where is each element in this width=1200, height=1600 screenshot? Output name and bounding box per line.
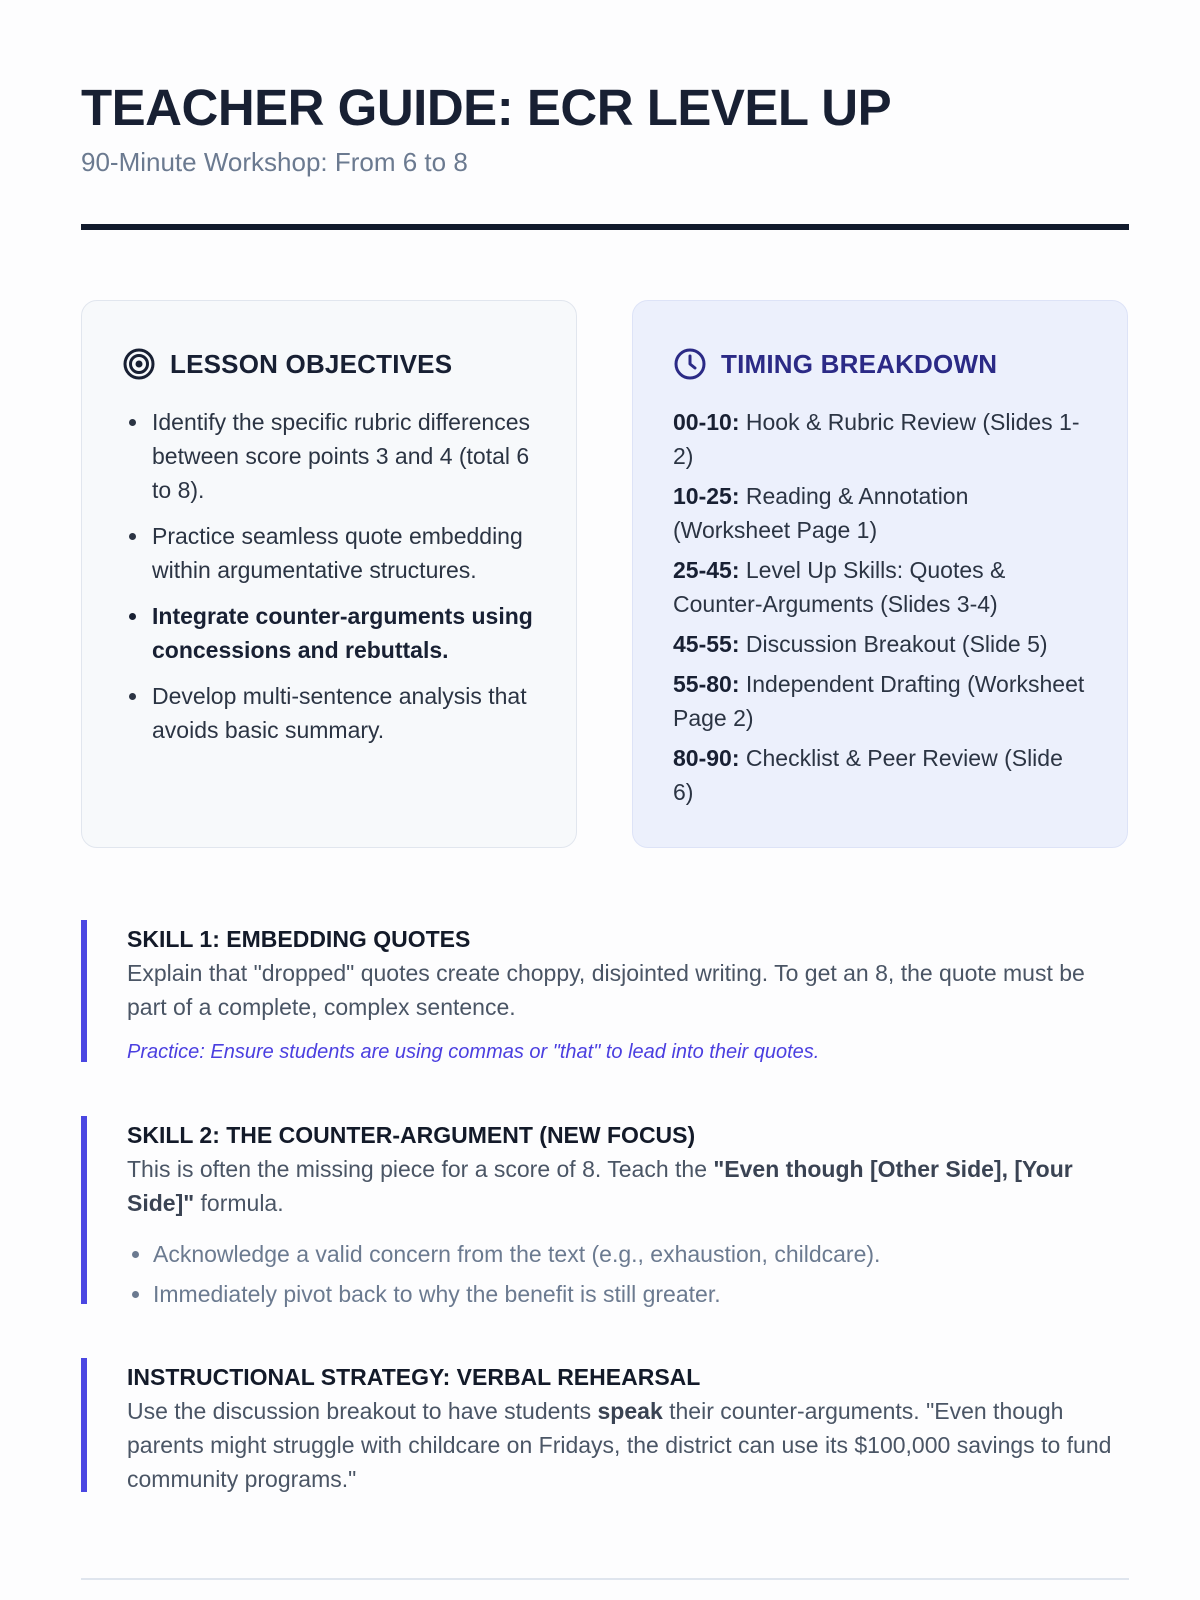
timing-range: 45-55: <box>673 631 740 657</box>
timing-item <box>673 627 1087 661</box>
skill-1-section <box>81 920 1129 1062</box>
strategy-emphasis: speak <box>597 1398 663 1424</box>
timing-item <box>673 479 1087 547</box>
strategy-title: INSTRUCTIONAL STRATEGY: VERBAL REHEARSAL <box>127 1364 701 1390</box>
timing-description: Reading & Annotation (Worksheet Page 1) <box>673 483 969 543</box>
objective-item: • Integrate counter-arguments using concessions and rebuttals. <box>150 599 536 667</box>
timing-description: Level Up Skills: Quotes & Counter-Arguments (Slides 3-4) <box>673 557 1006 617</box>
skill-2-body <box>127 1152 1129 1220</box>
skill-2-body-intro: This is often the missing piece for a score of 8. Teach the <box>127 1156 714 1182</box>
skill-2-body-end: formula. <box>194 1190 284 1216</box>
lesson-objectives-header <box>122 347 536 381</box>
skill-2-section <box>81 1116 1129 1307</box>
timing-description: Hook & Rubric Review (Slides 1-2) <box>673 409 1080 469</box>
timing-range: 10-25: <box>673 483 740 509</box>
page-title: TEACHER GUIDE: ECR LEVEL UP <box>81 79 892 136</box>
timing-description: Checklist & Peer Review (Slide 6) <box>673 745 1063 805</box>
objective-item: • Identify the specific rubric differences between score points 3 and 4 (total 6 to 8). <box>150 405 536 507</box>
skill-1-body: Explain that "dropped" quotes create choppy, disjointed writing. To get an 8, the quote must be part of a complete, complex sentence. <box>127 960 1085 1020</box>
timing-range: 55-80: <box>673 671 740 697</box>
timing-description: Discussion Breakout (Slide 5) <box>745 631 1048 657</box>
timing-breakdown-header <box>673 347 1087 381</box>
timing-range: 00-10: <box>673 409 740 435</box>
instructional-strategy-section <box>81 1358 1129 1492</box>
header-divider <box>81 224 1129 230</box>
skill-2-bullets <box>127 1234 1129 1314</box>
list-item: • Immediately pivot back to why the benefit is still greater. <box>153 1274 1129 1314</box>
timing-item <box>673 405 1087 473</box>
footer-divider <box>81 1578 1129 1580</box>
list-item: • Acknowledge a valid concern from the text (e.g., exhaustion, childcare). <box>153 1234 1129 1274</box>
lesson-objectives-heading: LESSON OBJECTIVES <box>170 348 453 379</box>
skill-2-title: SKILL 2: THE COUNTER-ARGUMENT (NEW FOCUS) <box>127 1122 696 1148</box>
lesson-objectives-card <box>81 300 577 848</box>
timing-range: 25-45: <box>673 557 740 583</box>
objectives-list <box>122 405 536 747</box>
page-subtitle: 90-Minute Workshop: From 6 to 8 <box>81 147 468 177</box>
timing-item <box>673 741 1087 809</box>
timing-description: Independent Drafting (Worksheet Page 2) <box>673 671 1085 731</box>
objective-item: • Develop multi-sentence analysis that avoids basic summary. <box>150 679 536 747</box>
timing-item <box>673 667 1087 735</box>
timing-range: 80-90: <box>673 745 740 771</box>
skill-1-title: SKILL 1: EMBEDDING QUOTES <box>127 926 471 952</box>
strategy-body-intro: Use the discussion breakout to have students <box>127 1398 598 1424</box>
strategy-body-end: their counter-arguments. "Even though parents might struggle with childcare on Fridays, the district can use its $100,000 savings to fund community programs." <box>127 1398 1112 1492</box>
clock-icon <box>673 347 707 381</box>
timing-breakdown-card <box>632 300 1128 848</box>
strategy-body <box>127 1394 1129 1496</box>
target-icon <box>122 347 156 381</box>
skill-2-formula: "Even though [Other Side], [Your Side]" <box>127 1156 1073 1216</box>
timing-item <box>673 553 1087 621</box>
timing-breakdown-heading: TIMING BREAKDOWN <box>721 348 998 379</box>
objective-item: • Practice seamless quote embedding within argumentative structures. <box>150 519 536 587</box>
skill-1-practice-note: Practice: Ensure students are using commas or "that" to lead into their quotes. <box>127 1041 820 1063</box>
timing-list <box>673 405 1087 809</box>
